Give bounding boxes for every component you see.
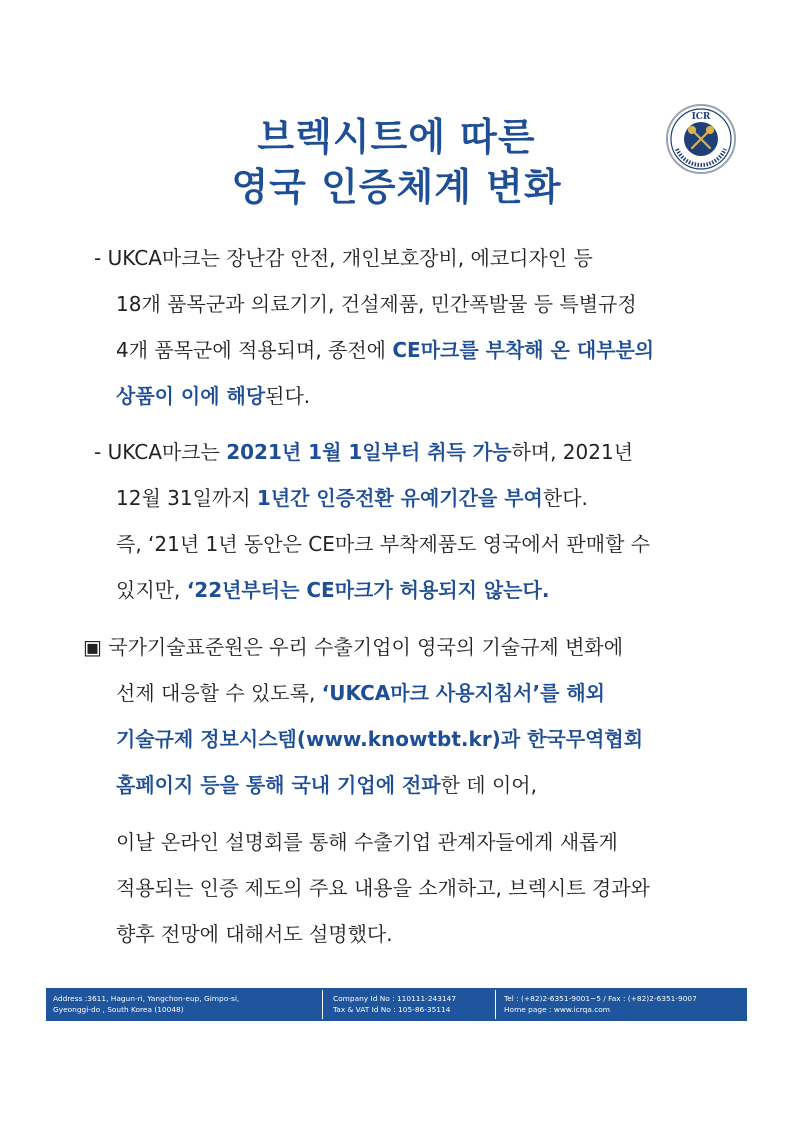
footer-contact <box>504 993 697 1015</box>
paragraph-line <box>116 290 637 318</box>
body-text: 하며, 2021년 <box>511 440 634 464</box>
logo-text: ICR <box>691 112 711 122</box>
paragraph-line <box>116 530 650 558</box>
paragraph-line <box>94 244 593 272</box>
icr-logo <box>665 103 737 175</box>
paragraph-line <box>116 828 618 856</box>
body-text: 적용되는 인증 제도의 주요 내용을 소개하고, 브렉시트 경과와 <box>116 876 650 900</box>
body-text: 한다. <box>542 486 588 510</box>
paragraph-line <box>116 920 393 948</box>
footer-address-line-2: Gyeonggi-do , South Korea (10048) <box>53 1005 184 1014</box>
highlighted-text: 2021년 1월 1일부터 취득 가능 <box>226 440 512 464</box>
footer-address-line-1: Address :3611, Hagun-ri, Yangchon-eup, Gimpo-si, <box>53 994 240 1003</box>
paragraph-line <box>116 771 537 799</box>
highlighted-text: ‘22년부터는 CE마크가 허용되지 않는다. <box>186 578 550 602</box>
footer-tel-fax: Tel : (+82)2-6351-9001~5 / Fax : (+82)2-6351-9007 <box>504 994 697 1003</box>
body-text: 있지만, <box>116 578 187 602</box>
body-text: 18개 품목군과 의료기기, 건설제품, 민간폭발물 등 특별규정 <box>116 292 637 316</box>
title-line-2: 영국 인증체계 변화 <box>231 165 562 209</box>
highlighted-text: 기술규제 정보시스템(www.knowtbt.kr)과 한국무역협회 <box>116 727 644 751</box>
footer-homepage: Home page : www.icrqa.com <box>504 1005 611 1014</box>
footer-company-id: Company Id No : 110111-243147 <box>333 994 457 1003</box>
title-line-1: 브렉시트에 따른 <box>257 115 536 159</box>
paragraph-line <box>116 484 588 512</box>
footer-company <box>333 993 456 1015</box>
highlighted-text: 홈페이지 등을 통해 국내 기업에 전파 <box>116 773 441 797</box>
body-text: - UKCA마크는 <box>94 440 227 464</box>
highlighted-text: ‘UKCA마크 사용지침서’를 해외 <box>321 681 605 705</box>
footer-address <box>53 993 239 1015</box>
paragraph-line <box>94 438 633 466</box>
paragraph-line <box>116 382 310 410</box>
body-text: ▣ 국가기술표준원은 우리 수출기업이 영국의 기술규제 변화에 <box>83 635 624 659</box>
body-text: 선제 대응할 수 있도록, <box>116 681 322 705</box>
paragraph-line <box>116 576 549 604</box>
footer-divider <box>495 990 496 1019</box>
body-text: 4개 품목군에 적용되며, 종전에 <box>116 338 393 362</box>
paragraph-line <box>116 874 650 902</box>
body-text: 한 데 이어, <box>440 773 537 797</box>
body-text: 12월 31일까지 <box>116 486 257 510</box>
paragraph-line <box>83 633 623 661</box>
body-text: 즉, ‘21년 1년 동안은 CE마크 부착제품도 영국에서 판매할 수 <box>116 532 651 556</box>
footer-tax-id: Tax & VAT Id No : 105-86-35114 <box>333 1005 451 1014</box>
body-text: 이날 온라인 설명회를 통해 수출기업 관계자들에게 새롭게 <box>116 830 618 854</box>
highlighted-text: 1년간 인증전환 유예기간을 부여 <box>256 486 543 510</box>
body-text: 향후 전망에 대해서도 설명했다. <box>116 922 393 946</box>
highlighted-text: CE마크를 부착해 온 대부분의 <box>392 338 655 362</box>
paragraph-line <box>116 679 605 707</box>
paragraph-line <box>116 725 643 753</box>
body-text: - UKCA마크는 장난감 안전, 개인보호장비, 에코디자인 등 <box>94 246 593 270</box>
highlighted-text: 상품이 이에 해당 <box>116 384 266 408</box>
footer-divider <box>322 990 323 1019</box>
paragraph-line <box>116 336 654 364</box>
footer-bar <box>46 988 747 1021</box>
body-text: 된다. <box>265 384 311 408</box>
